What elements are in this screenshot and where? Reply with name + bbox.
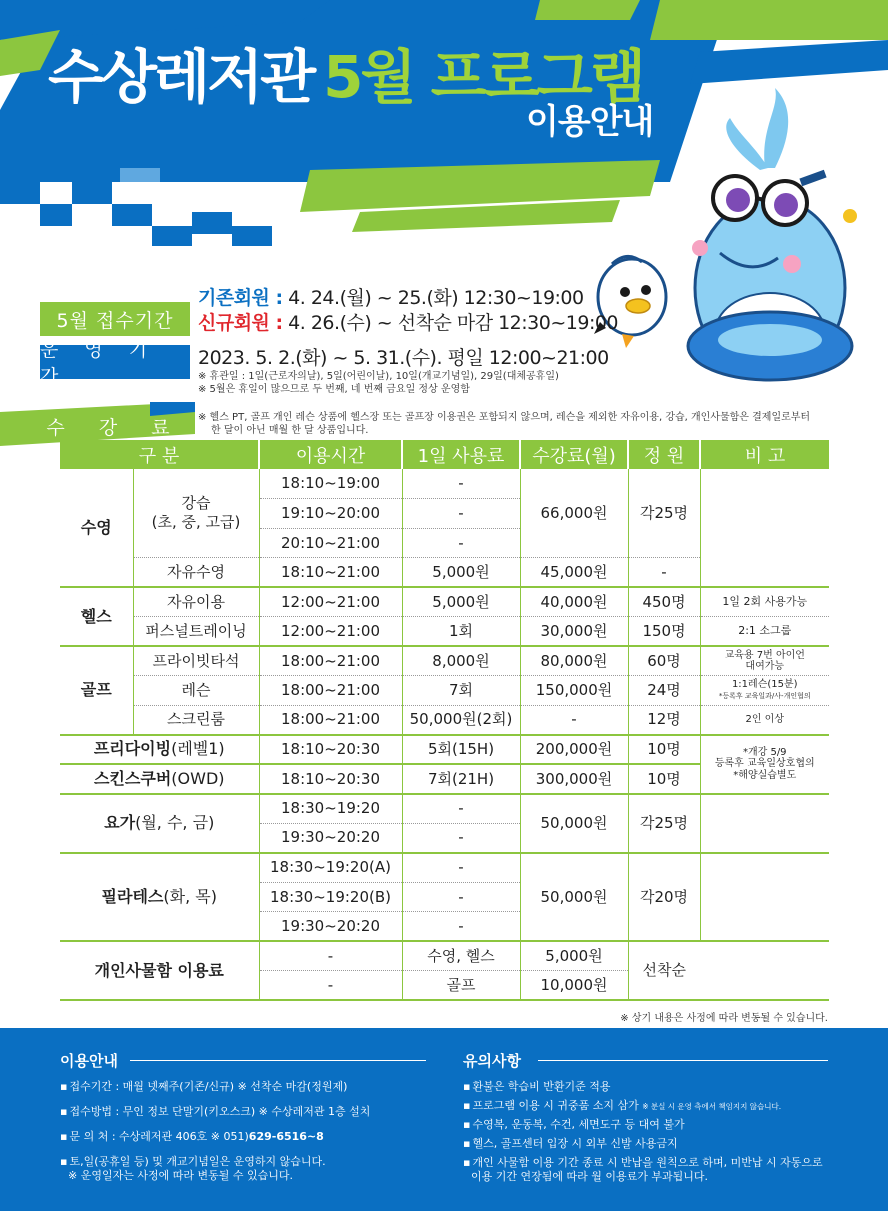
yoga-daily-2: -	[402, 823, 520, 853]
operation-period: 2023. 5. 2.(화) ~ 5. 31.(수). 평일 12:00~21:00	[198, 347, 609, 369]
existing-member-period	[198, 283, 584, 310]
guide-item-1: ▪ 접수기간 : 매월 넷째주(기존/신규) ※ 선착순 마감(정원제)	[60, 1080, 348, 1093]
caution-item-3: ▪ 수영복, 운동복, 수건, 세면도구 등 대여 불가	[463, 1118, 685, 1131]
table-header-row	[60, 440, 829, 469]
health-daily-2: 1회	[402, 617, 520, 647]
yoga-name-cell	[60, 794, 259, 853]
pilates-fee: 50,000원	[520, 853, 628, 942]
guide-item-2-text: 접수방법 : 무인 정보 단말기(키오스크) ※ 수상레저관 1층 설치	[69, 1105, 371, 1118]
operation-label: 운 영 기 간	[40, 345, 190, 379]
caution-item-5-text: 개인 사물함 이용 기간 종료 시 반납을 원칙으로 하며, 미반납 시 자동으로	[472, 1156, 823, 1169]
whale-mascot	[660, 88, 860, 388]
health-note-1: 1일 2회 사용가능	[700, 587, 829, 617]
guide-item-4-text: 토,일(공휴일 등) 및 개교기념일은 운영하지 않습니다.	[69, 1155, 326, 1168]
pilates-daily-2: -	[402, 882, 520, 912]
swim-time-3: 20:10~21:00	[259, 528, 402, 558]
existing-member-value: 4. 24.(월) ~ 25.(화) 12:30~19:00	[282, 287, 584, 309]
header-time: 이용시간	[259, 440, 402, 469]
table-row	[60, 941, 829, 971]
diving-note-2: 등록후 교육일상호협의	[714, 758, 815, 770]
golf-category: 골프	[60, 646, 133, 735]
golf-fee-1: 80,000원	[520, 646, 628, 676]
health-daily-1: 5,000원	[402, 587, 520, 617]
pilates-name: 필라테스	[101, 886, 164, 906]
golf-note-2	[700, 676, 829, 706]
registration-label: 5월 접수기간	[40, 302, 190, 336]
swim-note	[700, 469, 829, 587]
locker-name: 개인사물함 이용료	[60, 941, 259, 1000]
pilates-days: (화, 목)	[163, 886, 217, 906]
guide-item-4: ▪ 토,일(공휴일 등) 및 개교기념일은 운영하지 않습니다. ※ 운영일자는 사정에 따라 변동될 수 있습니다.	[60, 1155, 326, 1182]
golf-cap-1: 60명	[628, 646, 700, 676]
swim-lesson-fee: 66,000원	[520, 469, 628, 558]
scuba-name-cell	[60, 764, 259, 794]
health-note-2: 2:1 소그룹	[700, 617, 829, 647]
yoga-name: 요가	[104, 813, 136, 833]
health-fee-2: 30,000원	[520, 617, 628, 647]
freedive-cap: 10명	[628, 735, 700, 765]
caution-item-3-text: 수영복, 운동복, 수건, 세면도구 등 대여 불가	[472, 1118, 685, 1131]
scuba-fee: 300,000원	[520, 764, 628, 794]
swim-free-cap: -	[628, 558, 700, 588]
bird-mascot	[592, 252, 672, 352]
caution-rule	[538, 1060, 828, 1061]
health-cap-2: 150명	[628, 617, 700, 647]
scuba-time: 18:10~20:30	[259, 764, 402, 794]
pilates-note	[700, 853, 829, 942]
freedive-name-cell	[60, 735, 259, 765]
caution-item-2: ▪ 프로그램 이용 시 귀중품 소지 삼가 ※ 분실 시 운영 측에서 책임지지 않습니다.	[463, 1099, 782, 1112]
guide-phone: 629-6516~8	[248, 1130, 324, 1143]
pilates-time-1: 18:30~19:20(A)	[259, 853, 402, 883]
pilates-time-3: 19:30~20:20	[259, 912, 402, 942]
swim-lesson-cap: 각25명	[628, 469, 700, 558]
fee-table	[60, 440, 829, 1001]
freedive-fee: 200,000원	[520, 735, 628, 765]
health-time-2: 12:00~21:00	[259, 617, 402, 647]
freedive-level: (레벨1)	[171, 739, 225, 759]
page-subtitle: 이용안내	[526, 102, 654, 142]
diving-note-1: *개강 5/9	[742, 746, 787, 758]
yoga-cap: 각25명	[628, 794, 700, 853]
swim-free-fee: 45,000원	[520, 558, 628, 588]
pilates-cap: 각20명	[628, 853, 700, 942]
table-row	[60, 646, 829, 676]
yoga-note	[700, 794, 829, 853]
golf-daily-1: 8,000원	[402, 646, 520, 676]
locker-cap: 선착순	[628, 941, 829, 1000]
table-row	[60, 469, 829, 499]
friday-note: ※ 5월은 휴일이 많으므로 두 번째, 네 번째 금요일 정상 운영함	[198, 384, 470, 395]
guide-title: 이용안내	[60, 1052, 118, 1070]
health-cap-1: 450명	[628, 587, 700, 617]
header-fee: 수강료(월)	[520, 440, 628, 469]
new-member-period	[198, 308, 618, 335]
header-capacity: 정 원	[628, 440, 700, 469]
swim-time-2: 19:10~20:00	[259, 499, 402, 529]
golf-sub-2: 레슨	[133, 676, 259, 706]
freedive-time: 18:10~20:30	[259, 735, 402, 765]
table-row	[60, 587, 829, 617]
yoga-time-1: 18:30~19:20	[259, 794, 402, 824]
yoga-daily-1: -	[402, 794, 520, 824]
locker-time-1: -	[259, 941, 402, 971]
table-row	[60, 705, 829, 735]
table-footnote: ※ 상기 내용은 사정에 따라 변동될 수 있습니다.	[620, 1013, 828, 1024]
locker-type-2: 골프	[402, 971, 520, 1001]
swim-free-daily: 5,000원	[402, 558, 520, 588]
health-fee-1: 40,000원	[520, 587, 628, 617]
locker-type-1: 수영, 헬스	[402, 941, 520, 971]
health-sub-1: 자유이용	[133, 587, 259, 617]
header-daily: 1일 사용료	[402, 440, 520, 469]
pilates-daily-3: -	[402, 912, 520, 942]
golf-sub-1: 프라이빗타석	[133, 646, 259, 676]
table-row	[60, 794, 829, 824]
locker-fee-2: 10,000원	[520, 971, 628, 1001]
swim-free-time: 18:10~21:00	[259, 558, 402, 588]
yoga-time-2: 19:30~20:20	[259, 823, 402, 853]
fee-note-line1: ※ 헬스 PT, 골프 개인 레슨 상품에 헬스장 또는 골프장 이용권은 포함되지 않으며, 레슨을 제외한 자유이용, 강습, 개인사물함은 결제일로부터	[198, 412, 811, 423]
holiday-note: ※ 휴관일 : 1일(근로자의날), 5일(어린이날), 10일(개교기념일), 29일(대체공휴일)	[198, 371, 559, 382]
title-part1: 수상레저관	[48, 43, 314, 111]
pilates-daily-1: -	[402, 853, 520, 883]
guide-item-3: ▪ 문 의 처 : 수상레저관 406호 ※ 051)629-6516~8	[60, 1130, 324, 1143]
guide-sub-note: ※ 운영일자는 사정에 따라 변동될 수 있습니다.	[68, 1168, 293, 1182]
caution-item-1: ▪ 환불은 학습비 반환기준 적용	[463, 1080, 611, 1093]
new-member-value: 4. 26.(수) ~ 선착순 마감 12:30~19:00	[282, 312, 619, 334]
fee-label: 수 강 료	[46, 416, 184, 439]
table-row	[60, 676, 829, 706]
table-row	[60, 853, 829, 883]
golf-daily-2: 7회	[402, 676, 520, 706]
swim-time-1: 18:10~19:00	[259, 469, 402, 499]
caution-item-1-text: 환불은 학습비 반환기준 적용	[472, 1080, 611, 1093]
pilates-time-2: 18:30~19:20(B)	[259, 882, 402, 912]
header-category: 구 분	[60, 440, 259, 469]
swim-daily-2: -	[402, 499, 520, 529]
title-part2: 5월 프로그램	[323, 43, 643, 111]
golf-sub-3: 스크린룸	[133, 705, 259, 735]
table-row	[60, 735, 829, 765]
swim-lesson: 강습	[181, 493, 211, 512]
freedive-daily: 5회(15H)	[402, 735, 520, 765]
new-member-key: 신규회원 :	[198, 312, 283, 334]
health-time-1: 12:00~21:00	[259, 587, 402, 617]
swim-lesson-cell	[133, 469, 259, 558]
scuba-level: (OWD)	[171, 768, 225, 788]
locker-time-2: -	[259, 971, 402, 1001]
scuba-name: 스킨스쿠버	[94, 768, 172, 788]
caution-item-4: ▪ 헬스, 골프센터 입장 시 외부 신발 사용금지	[463, 1137, 678, 1150]
info-panel	[0, 1028, 888, 1211]
freedive-name: 프리다이빙	[93, 739, 172, 759]
guide-item-1-text: 접수기간 : 매월 넷째주(기존/신규) ※ 선착순 마감(정원제)	[69, 1080, 348, 1093]
health-sub-2: 퍼스널트레이닝	[133, 617, 259, 647]
header-note: 비 고	[700, 440, 829, 469]
golf-note-2b: *등록후 교육일과/사-개인협의	[718, 692, 811, 701]
diving-note	[700, 735, 829, 794]
golf-fee-2: 150,000원	[520, 676, 628, 706]
golf-time-2: 18:00~21:00	[259, 676, 402, 706]
pilates-name-cell	[60, 853, 259, 942]
golf-note-1b: 대여가능	[745, 661, 785, 672]
golf-time-3: 18:00~21:00	[259, 705, 402, 735]
swim-lesson-sub: (초, 중, 고급)	[151, 513, 241, 531]
yoga-days: (월, 수, 금)	[135, 813, 215, 833]
caution-item-2-note: ※ 분실 시 운영 측에서 책임지지 않습니다.	[642, 1102, 782, 1111]
fee-note-line2: 한 달이 아닌 매월 한 달 상품입니다.	[211, 425, 369, 436]
yoga-fee: 50,000원	[520, 794, 628, 853]
golf-time-1: 18:00~21:00	[259, 646, 402, 676]
locker-fee-1: 5,000원	[520, 941, 628, 971]
scuba-daily: 7회(21H)	[402, 764, 520, 794]
table-row	[60, 617, 829, 647]
swim-free: 자유수영	[133, 558, 259, 588]
swim-daily-1: -	[402, 469, 520, 499]
golf-note-3: 2인 이상	[700, 705, 829, 735]
golf-note-2a: 1:1레슨(15분)	[731, 678, 798, 690]
golf-fee-3: -	[520, 705, 628, 735]
caution-item-5-cont: 이용 기간 연장됨에 따라 월 이용료가 부과됩니다.	[471, 1169, 708, 1183]
golf-cap-2: 24명	[628, 676, 700, 706]
diving-note-3: *해양실습별도	[733, 769, 797, 781]
swim-category: 수영	[60, 469, 133, 587]
golf-cap-3: 12명	[628, 705, 700, 735]
swim-daily-3: -	[402, 528, 520, 558]
caution-item-2-text: 프로그램 이용 시 귀중품 소지 삼가	[472, 1099, 639, 1112]
caution-item-5: ▪ 개인 사물함 이용 기간 종료 시 반납을 원칙으로 하며, 미반납 시 자동으로 이용 기간 연장됨에 따라 월 이용료가 부과됩니다.	[463, 1156, 823, 1183]
golf-note-1a: 교육용 7번 아이언	[724, 649, 805, 661]
scuba-cap: 10명	[628, 764, 700, 794]
caution-title: 유의사항	[463, 1052, 521, 1070]
caution-item-4-text: 헬스, 골프센터 입장 시 외부 신발 사용금지	[472, 1137, 678, 1150]
golf-daily-3: 50,000원(2회)	[402, 705, 520, 735]
guide-rule	[130, 1060, 426, 1061]
health-category: 헬스	[60, 587, 133, 646]
existing-member-key: 기존회원 :	[198, 287, 283, 309]
guide-item-2: ▪ 접수방법 : 무인 정보 단말기(키오스크) ※ 수상레저관 1층 설치	[60, 1105, 371, 1118]
golf-note-1	[700, 646, 829, 676]
guide-phone-prefix: 문 의 처 : 수상레저관 406호 ※ 051)	[69, 1130, 249, 1143]
